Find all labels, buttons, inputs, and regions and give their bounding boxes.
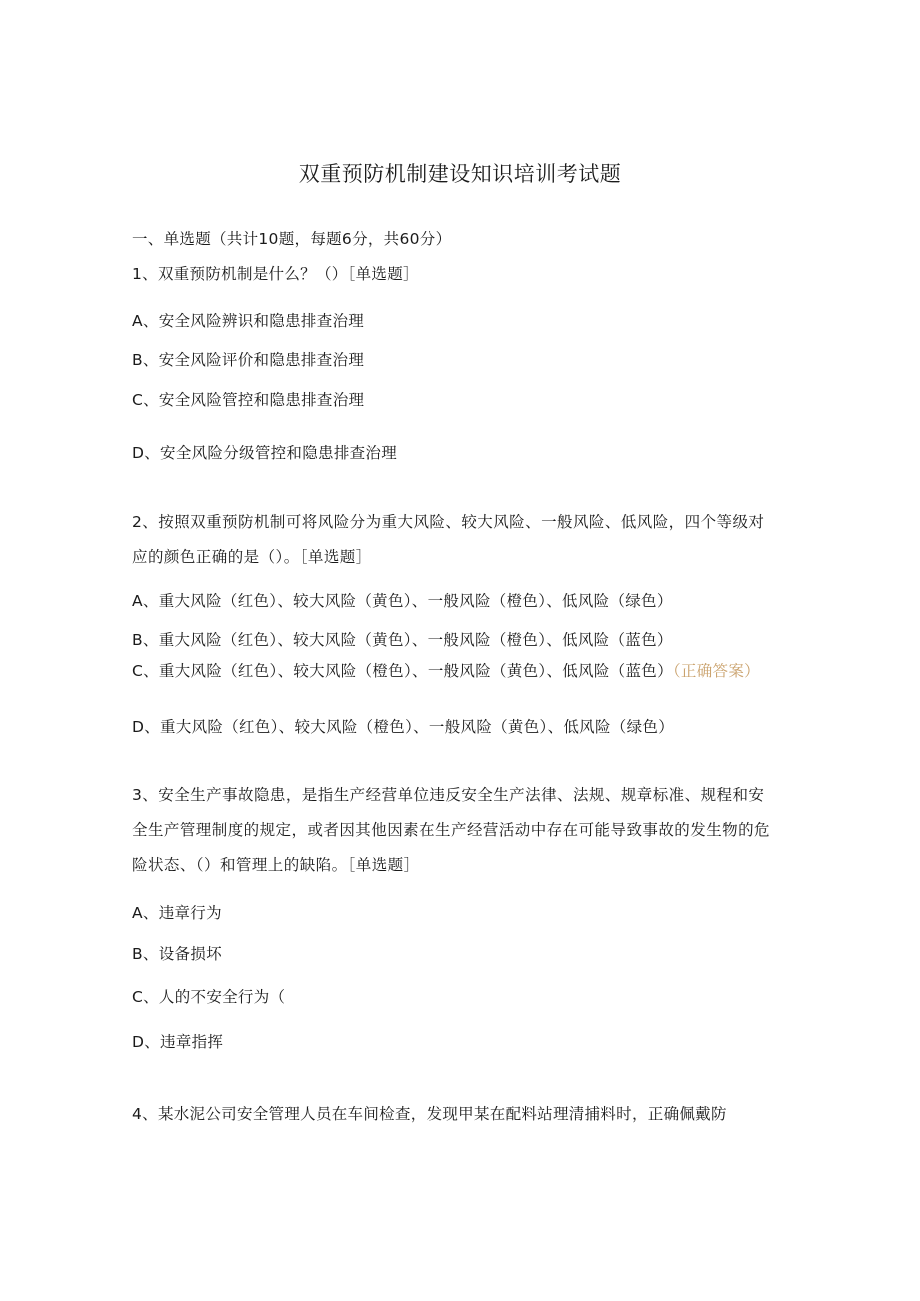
question-2-option-b: B、重大风险（红色）、较大风险（黄色）、一般风险（橙色）、低风险（蓝色） xyxy=(132,631,673,649)
question-2-option-a: A、重大风险（红色）、较大风险（黄色）、一般风险（橙色）、低风险（绿色） xyxy=(132,592,673,610)
section-header: 一、单选题（共计10题，每题6分，共60分） xyxy=(132,230,452,248)
page-title: 双重预防机制建设知识培训考试题 xyxy=(298,162,622,186)
correct-answer-note: （正确答案） xyxy=(672,662,760,680)
question-3-option-a: A、违章行为 xyxy=(132,904,222,922)
question-2-option-c-text: C、重大风险（红色）、较大风险（橙色）、一般风险（黄色）、低风险（蓝色） xyxy=(132,662,673,680)
question-1-option-c: C、安全风险管控和隐患排查治理 xyxy=(132,391,365,409)
question-1-option-a: A、安全风险辨识和隐患排查治理 xyxy=(132,312,365,330)
question-1-stem: 1、双重预防机制是什么？（）［单选题］ xyxy=(132,265,419,283)
question-2-stem: 2、按照双重预防机制可将风险分为重大风险、较大风险、一般风险、低风险，四个等级对应的颜色正确的是（）。［单选题］ xyxy=(132,513,765,566)
question-3-stem: 3、安全生产事故隐患，是指生产经营单位违反安全生产法律、法规、规章标准、规程和安全生产管理制度的规定，或者因其他因素在生产经营活动中存在可能导致事故的发生物的危险状态、（）和管理上的缺陷。［单选题］ xyxy=(132,786,771,874)
question-2-option-c xyxy=(132,659,782,683)
question-1-option-b: B、安全风险评价和隐患排查治理 xyxy=(132,351,365,369)
question-3-option-c: C、人的不安全行为（ xyxy=(132,988,286,1006)
question-3-option-b: B、设备损坏 xyxy=(132,945,222,963)
question-1-option-d: D、安全风险分级管控和隐患排查治理 xyxy=(132,444,398,462)
question-4-stem: 4、某水泥公司安全管理人员在车间检查，发现甲某在配料站理清捕料时，正确佩戴防 xyxy=(132,1105,727,1123)
question-3-option-d: D、违章指挥 xyxy=(132,1033,224,1051)
question-2-option-d: D、重大风险（红色）、较大风险（橙色）、一般风险（黄色）、低风险（绿色） xyxy=(132,718,674,736)
